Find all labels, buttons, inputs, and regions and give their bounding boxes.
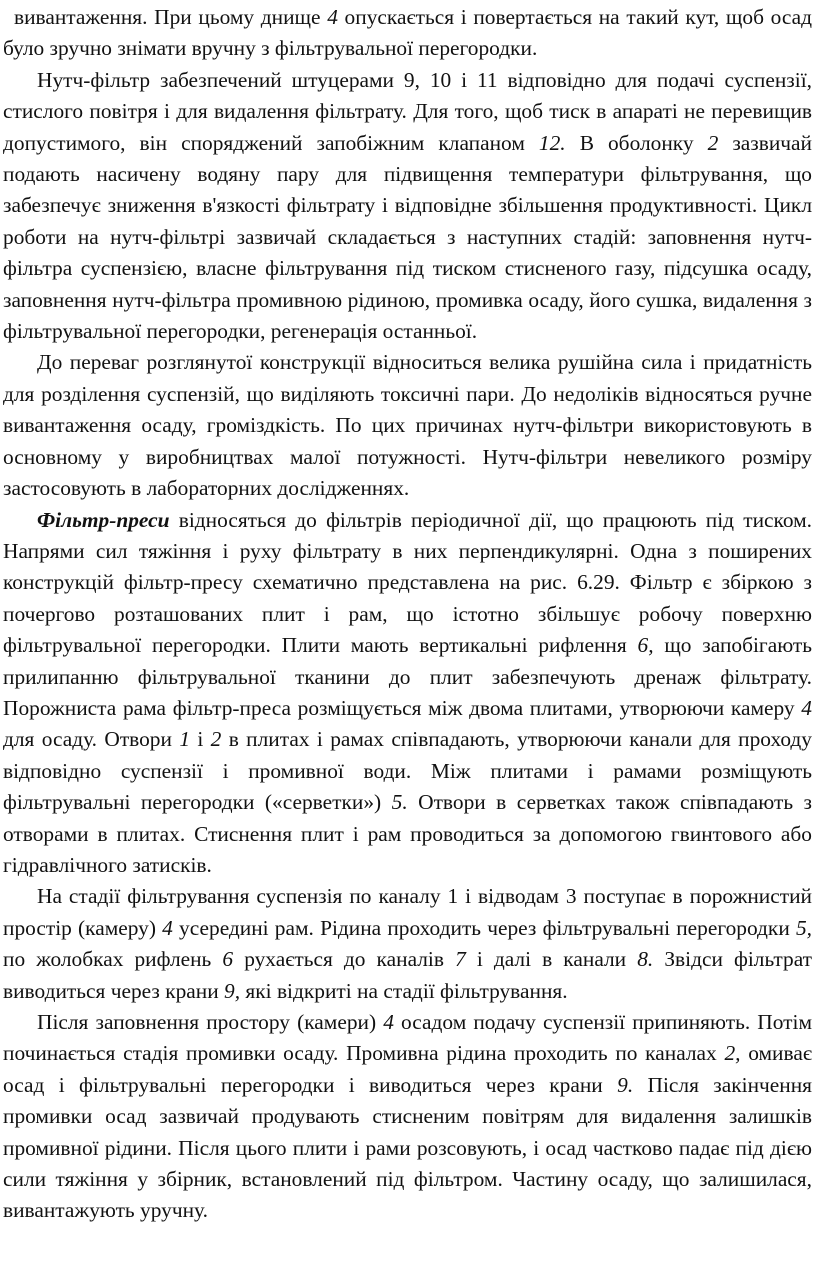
paragraph-filtration-stage: На стадії фільтрування суспензія по каналу 1 і відводам 3 поступає в порожнистий простір (камеру) 4 усередині рам. Рідина проходить через фільтрувальні перегородки 5, по жолобках рифлень 6 рухається до каналів 7 і далі в канали 8. Звідси фільтрат виводиться через крани 9, які відкриті на стадії фільтрування. bbox=[3, 884, 813, 1003]
term-filter-presses: Фільтр-преси bbox=[37, 507, 170, 532]
paragraph-nutsch-fittings: Нутч-фільтр забезпечений штуцерами 9, 10 і 11 відповідно для подачі суспензії, стислого повітря і для видалення фільтрату. Для того, щоб тиск в апараті не перевищив допустимого, він споряджений запобіжним клапаном 12. В оболонку 2 зазвичай подають насичену водяну пару для підвищення температури фільтрування, що забезпечує зниження в'язкості фільтрату і відповідне збільшення продуктивності. Цикл роботи на нутч-фільтрі зазвичай складається з наступних стадій: заповнення нутч-фільтра суспензією, власне фільтрування під тиском стисненого газу, підсушка осаду, заповнення нутч-фільтра промивною рідиною, промивка осаду, його сушка, видалення з фільтрувальної перегородки, регенерація останньої. bbox=[3, 67, 813, 344]
paragraph-filter-presses: Фільтр-преси відносяться до фільтрів періодичної дії, що працюють під тиском. Напрями сил тяжіння і руху фільтрату в них перпендикулярні. Одна з поширених конструкцій фільтр-пресу схематично представлена на рис. 6.29. Фільтр є збіркою з почергово розташованих плит і рам, що істотно збільшує робочу поверхню фільтрувальної перегородки. Плити мають вертикальні рифлення 6, що запобігають прилипанню фільтрувальної тканини до плит забезпечують дренаж фільтрату. Порожниста рама фільтр-преса розміщується між двома плитами, утворюючи камеру 4 для осаду. Отвори 1 і 2 в плитах і рамах співпадають, утворюючи канали для проходу відповідно суспензії і промивної води. Між плитами і рамами розміщують фільтрувальні перегородки («серветки») 5. Отвори в серветках також співпадають з отворами в плитах. Стиснення плит і рам проводиться за допомогою гвинтового або гідравлічного затисків. bbox=[3, 507, 812, 877]
paragraph-advantages: До переваг розглянутої конструкції відноситься велика рушійна сила і придатність для розділення суспензій, що виділяють токсичні пари. До недоліків відносяться ручне вивантаження осаду, громіздкість. По цих причинах нутч-фільтри використовують в основному у виробництвах малої потужності. Нутч-фільтри невеликого розміру застосовують в лабораторних дослідженнях. bbox=[3, 350, 812, 501]
paragraph-washing-stage: Після заповнення простору (камери) 4 осадом подачу суспензії припиняють. Потім починається стадія промивки осаду. Промивна рідина проходить по каналах 2, омиває осад і фільтрувальні перегородки і виводиться через крани 9. Після закінчення промивки осад зазвичай продувають стисненим повітрям для видалення залишків промивної рідини. Після цього плити і рами розсовують, і осад частково падає під дією сили тяжіння у збірник, встановлений під фільтром. Частину осаду, що залишилася, вивантажують уручну. bbox=[3, 1010, 812, 1223]
paragraph-unloading: вивантаження. При цьому днище 4 опускається і повертається на такий кут, щоб осад було зручно знімати вручну з фільтрувальної перегородки. bbox=[3, 5, 812, 61]
